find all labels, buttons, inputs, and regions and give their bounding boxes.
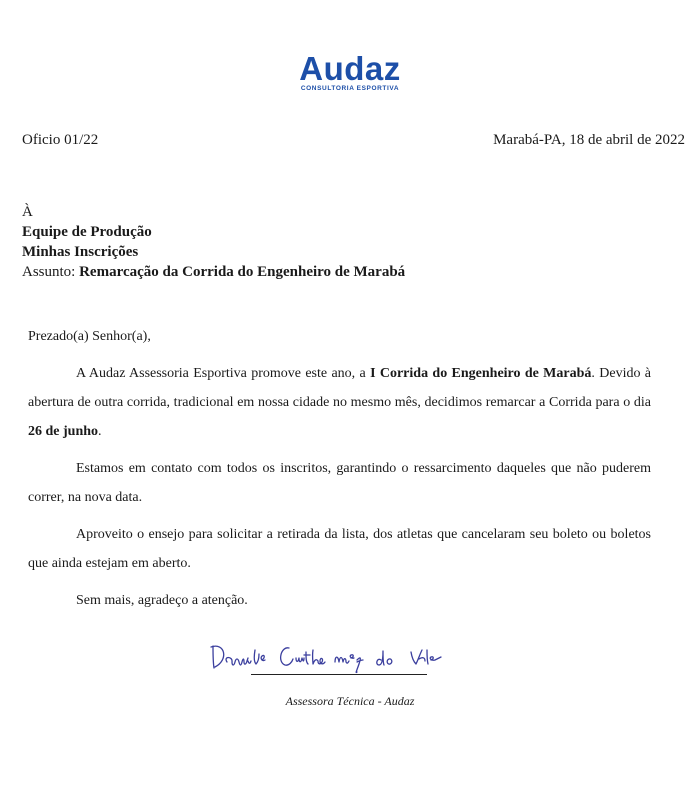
subject-text: Remarcação da Corrida do Engenheiro de Marabá xyxy=(79,264,406,280)
handwritten-signature xyxy=(205,638,475,678)
paragraph-1 xyxy=(28,359,651,446)
closing-line: Sem mais, agradeço a atenção. xyxy=(76,593,248,608)
recipient-line-2: Minhas Inscrições xyxy=(22,244,139,260)
recipient-prefix: À xyxy=(22,204,33,220)
p1-text-c: . Devido à abertura de outra corrida, tradicional em nossa cidade no mesmo mês, decidimos remarcar a Corrida para o dia xyxy=(28,366,652,410)
recipient-block xyxy=(22,202,405,282)
salutation: Prezado(a) Senhor(a), xyxy=(28,329,151,344)
signature-block xyxy=(205,638,475,678)
signatory-role: Assessora Técnica - Audaz xyxy=(285,694,415,708)
company-logo xyxy=(0,52,700,92)
new-date: 26 de junho xyxy=(28,424,99,439)
logo-tagline: CONSULTORIA ESPORTIVA xyxy=(300,85,400,92)
paragraph-3: Aproveito o ensejo para solicitar a retirada da lista, dos atletas que cancelaram seu boleto ou boletos que ainda estejam em aberto. xyxy=(28,527,651,571)
event-name: I Corrida do Engenheiro de Marabá xyxy=(370,366,592,381)
subject-label: Assunto: xyxy=(22,264,76,280)
document-reference: Oficio 01/22 xyxy=(22,132,99,148)
p1-text-a: A Audaz Assessoria Esportiva promove este ano, a xyxy=(76,366,366,381)
logo-wordmark: Audaz xyxy=(299,50,401,87)
signature-line xyxy=(251,674,427,675)
letter-body xyxy=(28,322,651,623)
paragraph-2: Estamos em contato com todos os inscritos, garantindo o ressarcimento daqueles que não puderem correr, na nova data. xyxy=(28,461,651,505)
p1-text-e: . xyxy=(98,424,102,439)
place-date: Marabá-PA, 18 de abril de 2022 xyxy=(493,132,685,148)
recipient-line-1: Equipe de Produção xyxy=(22,224,152,240)
subject-line xyxy=(22,262,405,282)
